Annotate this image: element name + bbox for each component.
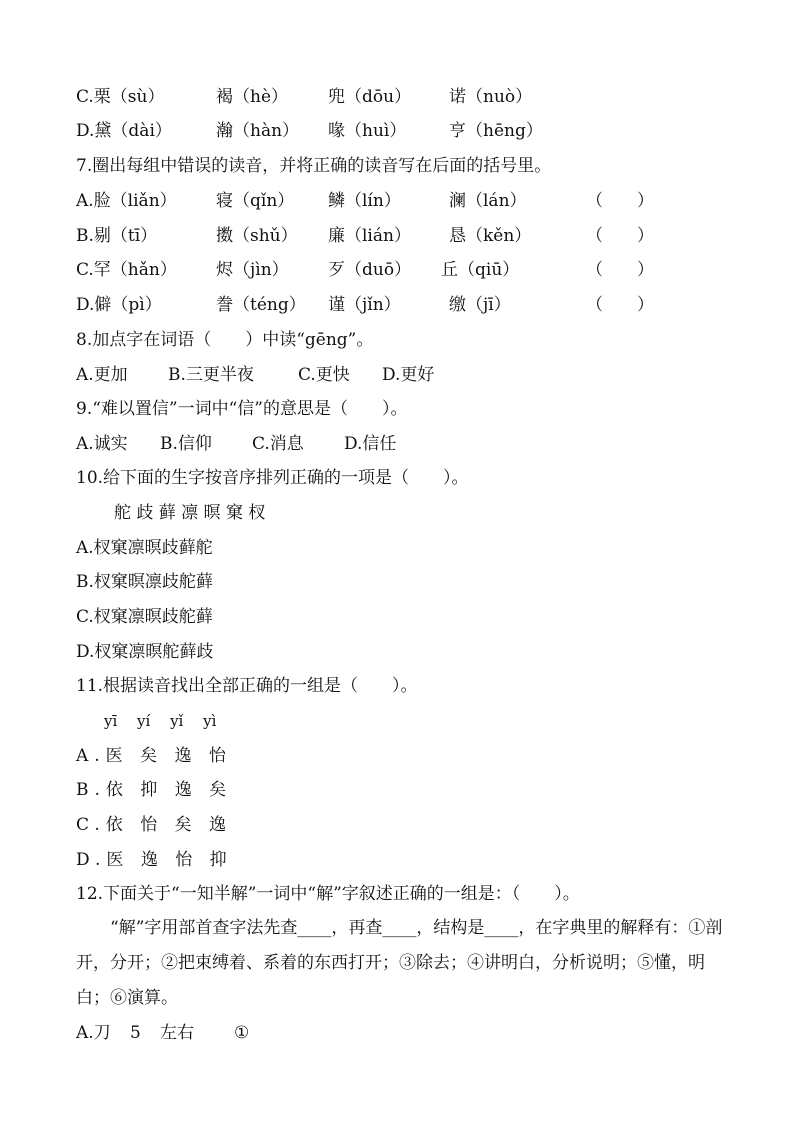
q6-d-item-4: 亨（hēng） (449, 121, 543, 141)
q10-option-b[interactable]: B.杈窠暝凛歧舵藓 (76, 572, 213, 592)
q6-d-item-2: 瀚（hàn） (216, 121, 300, 141)
q10-stem: 10.给下面的生字按音序排列正确的一项是（ ）。 (76, 468, 469, 488)
q7-stem: 7.圈出每组中错误的读音，并将正确的读音写在后面的括号里。 (76, 156, 552, 176)
q7-b-item-3: 廉（lián） (328, 226, 411, 246)
q10-option-d[interactable]: D.杈窠凛暝舵藓歧 (76, 642, 214, 662)
q8-option-c[interactable]: C.更快 (298, 365, 350, 385)
q6-d-item-3: 喙（huì） (328, 121, 407, 141)
q8-option-b[interactable]: B.三更半夜 (168, 365, 254, 385)
q7-a-item-4: 澜（lán） (449, 191, 527, 211)
q12-a-item-3: 左右 (160, 1023, 194, 1043)
q10-option-a[interactable]: A.杈窠凛暝歧藓舵 (76, 538, 213, 558)
q11-pinyin-list: yī yí yǐ yì (104, 712, 217, 730)
q7-c-item-1: C.罕（hǎn） (76, 260, 177, 280)
q12-stem: 12.下面关于“一知半解”一词中“解”字叙述正确的一组是：（ ）。 (76, 884, 580, 904)
q7-d-answer-blank[interactable]: （ ） (586, 295, 654, 315)
q7-b-item-4: 恳（kěn） (449, 226, 532, 246)
q7-d-item-2: 誊（téng） (216, 295, 306, 315)
q10-option-c[interactable]: C.杈窠凛暝歧舵藓 (76, 607, 213, 627)
q7-d-item-1: D.僻（pì） (76, 295, 162, 315)
q7-a-item-3: 鳞（lín） (328, 191, 401, 211)
q11-option-b[interactable]: B.依 抑 逸 矣 (76, 780, 233, 800)
q12-a-item-2: 5 (130, 1023, 141, 1043)
q8-option-d[interactable]: D.更好 (382, 365, 435, 385)
q6-c-item-3: 兜（dōu） (328, 87, 412, 107)
q7-c-answer-blank[interactable]: （ ） (586, 260, 654, 280)
q12-a-item-4: ① (234, 1023, 250, 1043)
q11-option-a[interactable]: A.医 矣 逸 怡 (76, 746, 232, 766)
q7-a-answer-blank[interactable]: （ ） (586, 191, 654, 211)
q8-stem: 8.加点字在词语（ ）中读“gēng”。 (76, 330, 374, 350)
q7-b-item-1: B.剔（tī） (76, 226, 158, 246)
q7-c-item-4: 丘（qiū） (441, 260, 520, 280)
q6-c-item-4: 诺（nuò） (449, 87, 533, 107)
q11-stem: 11.根据读音找出全部正确的一组是（ ）。 (76, 676, 418, 696)
q9-option-c[interactable]: C.消息 (252, 434, 304, 454)
q6-c-item-1: C.栗（sù） (76, 87, 165, 107)
q9-option-d[interactable]: D.信任 (344, 434, 397, 454)
q8-option-a[interactable]: A.更加 (76, 365, 128, 385)
q7-c-item-2: 烬（jìn） (216, 260, 289, 280)
q7-d-item-3: 谨（jǐn） (328, 295, 401, 315)
q7-b-answer-blank[interactable]: （ ） (586, 226, 654, 246)
q9-stem: 9.“难以置信”一词中“信”的意思是（ ）。 (76, 399, 408, 419)
q12-body-paragraph: “解”字用部首查字法先查____，再查____，结构是____，在字典里的解释有：①剖开，分开；②把束缚着、系着的东西打开；③除去；④讲明白，分析说明；⑤懂，明白；⑥演算。 (76, 918, 723, 1008)
q7-b-item-2: 擞（shǔ） (216, 226, 298, 246)
q7-a-item-1: A.脸（liǎn） (76, 191, 177, 211)
q7-d-item-4: 缴（jī） (449, 295, 511, 315)
q6-c-item-2: 褐（hè） (216, 87, 289, 107)
q9-option-a[interactable]: A.诚实 (76, 434, 128, 454)
q6-d-item-1: D.黛（dài） (76, 121, 172, 141)
q11-option-c[interactable]: C.依 怡 矣 逸 (76, 815, 233, 835)
q9-option-b[interactable]: B.信仰 (160, 434, 212, 454)
q12-a-item-1: A.刀 (76, 1023, 111, 1043)
q10-character-list: 舵 歧 藓 凛 暝 窠 杈 (114, 503, 266, 523)
q7-a-item-2: 寝（qǐn） (216, 191, 295, 211)
q7-c-item-3: 歹（duō） (328, 260, 412, 280)
q11-option-d[interactable]: D.医 逸 怡 抑 (76, 850, 233, 870)
